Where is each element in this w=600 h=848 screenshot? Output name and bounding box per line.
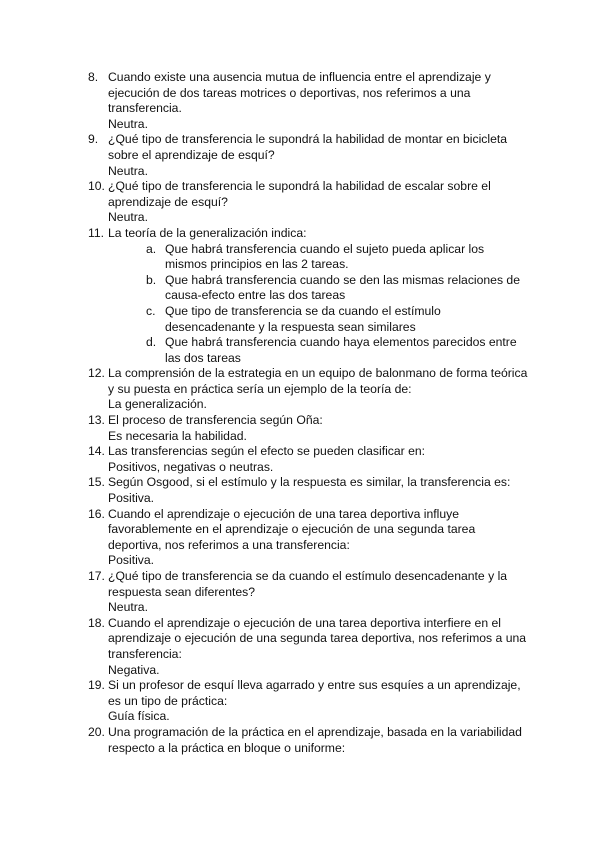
question-text: La teoría de la generalización indica: [108, 225, 307, 240]
question-number: 13. [88, 413, 105, 428]
question-item [88, 444, 528, 475]
option-item [108, 273, 528, 304]
option-letter: d. [146, 335, 157, 350]
question-text: Las transferencias según el efecto se pueden clasificar en: [108, 444, 426, 459]
option-item [108, 304, 528, 335]
question-number: 14. [88, 444, 105, 459]
question-text: Una programación de la práctica en el aprendizaje, basada en la variabilidad respecto a la práctica en bloque o uniforme: [108, 724, 522, 755]
option-item [108, 242, 528, 273]
answer-text: Guía física. [108, 709, 170, 724]
answer-text: Neutra. [108, 210, 148, 225]
question-text: Según Osgood, si el estímulo y la respuesta es similar, la transferencia es: [108, 475, 511, 490]
question-number: 11. [88, 225, 105, 240]
question-item [88, 507, 528, 569]
option-text: Que tipo de transferencia se da cuando el estímulo desencadenante y la respuesta sean similares [165, 303, 441, 334]
question-number: 10. [88, 179, 105, 194]
question-text: Cuando el aprendizaje o ejecución de una tarea deportiva influye favorablemente en el aprendizaje o ejecución de una segunda tarea deportiva, nos referimos a una transferencia: [108, 506, 476, 552]
question-number: 17. [88, 569, 105, 583]
question-item [88, 725, 528, 756]
question-item [88, 226, 528, 366]
answer-text: Negativa. [108, 662, 160, 677]
option-text: Que habrá transferencia cuando se den las mismas relaciones de causa-efecto entre las dos tareas [165, 272, 520, 303]
question-text: ¿Qué tipo de transferencia se da cuando el estímulo desencadenante y la respuesta sean diferentes? [108, 569, 508, 599]
question-text: ¿Qué tipo de transferencia le supondrá la habilidad de montar en bicicleta sobre el aprendizaje de esquí? [108, 132, 508, 162]
question-item [88, 616, 528, 678]
question-text: ¿Qué tipo de transferencia le supondrá la habilidad de escalar sobre el aprendizaje de esquí? [108, 179, 491, 209]
option-letter: a. [146, 241, 157, 256]
answer-text: Positivos, negativas o neutras. [108, 459, 274, 474]
question-number: 20. [88, 724, 105, 739]
question-number: 15. [88, 475, 105, 490]
answer-text: Neutra. [108, 116, 148, 131]
option-letter: b. [146, 272, 157, 287]
option-text: Que habrá transferencia cuando haya elementos parecidos entre las dos tareas [165, 335, 517, 365]
question-number: 16. [88, 506, 105, 521]
question-item [88, 70, 528, 132]
option-text: Que habrá transferencia cuando el sujeto pueda aplicar los mismos principios en las 2 tareas. [165, 241, 485, 272]
answer-text: Neutra. [108, 600, 148, 615]
option-letter: c. [146, 303, 156, 318]
question-number: 18. [88, 615, 105, 630]
option-item [108, 335, 528, 366]
answer-text: Neutra. [108, 163, 148, 178]
answer-text: La generalización. [108, 397, 207, 412]
question-item [88, 569, 528, 616]
question-number: 8. [88, 70, 99, 84]
answer-text: Positiva. [108, 491, 155, 506]
question-item [88, 413, 528, 444]
question-number: 9. [88, 132, 99, 147]
question-number: 19. [88, 678, 105, 693]
answer-text: Es necesaria la habilidad. [108, 428, 247, 443]
question-text: La comprensión de la estrategia en un equipo de balonmano de forma teórica y su puesta en práctica sería un ejemplo de la teoría de: [108, 366, 528, 396]
question-text: Cuando el aprendizaje o ejecución de una tarea deportiva interfiere en el aprendizaje o ejecución de una segunda tarea deportiva, nos referimos a una transferencia: [108, 615, 527, 661]
answer-text: Positiva. [108, 553, 155, 568]
question-text: Cuando existe una ausencia mutua de influencia entre el aprendizaje y ejecución de dos tareas motrices o deportivas, nos referimos a una transferencia. [108, 70, 491, 116]
question-item [88, 678, 528, 725]
question-item [88, 475, 528, 506]
question-item [88, 132, 528, 179]
question-number: 12. [88, 366, 105, 381]
option-list [108, 242, 528, 367]
question-text: El proceso de transferencia según Oña: [108, 413, 323, 428]
question-item [88, 179, 528, 226]
question-item [88, 366, 528, 413]
question-list [88, 70, 528, 756]
question-text: Si un profesor de esquí lleva agarrado y entre sus esquíes a un aprendizaje, es un tipo de práctica: [108, 678, 521, 708]
